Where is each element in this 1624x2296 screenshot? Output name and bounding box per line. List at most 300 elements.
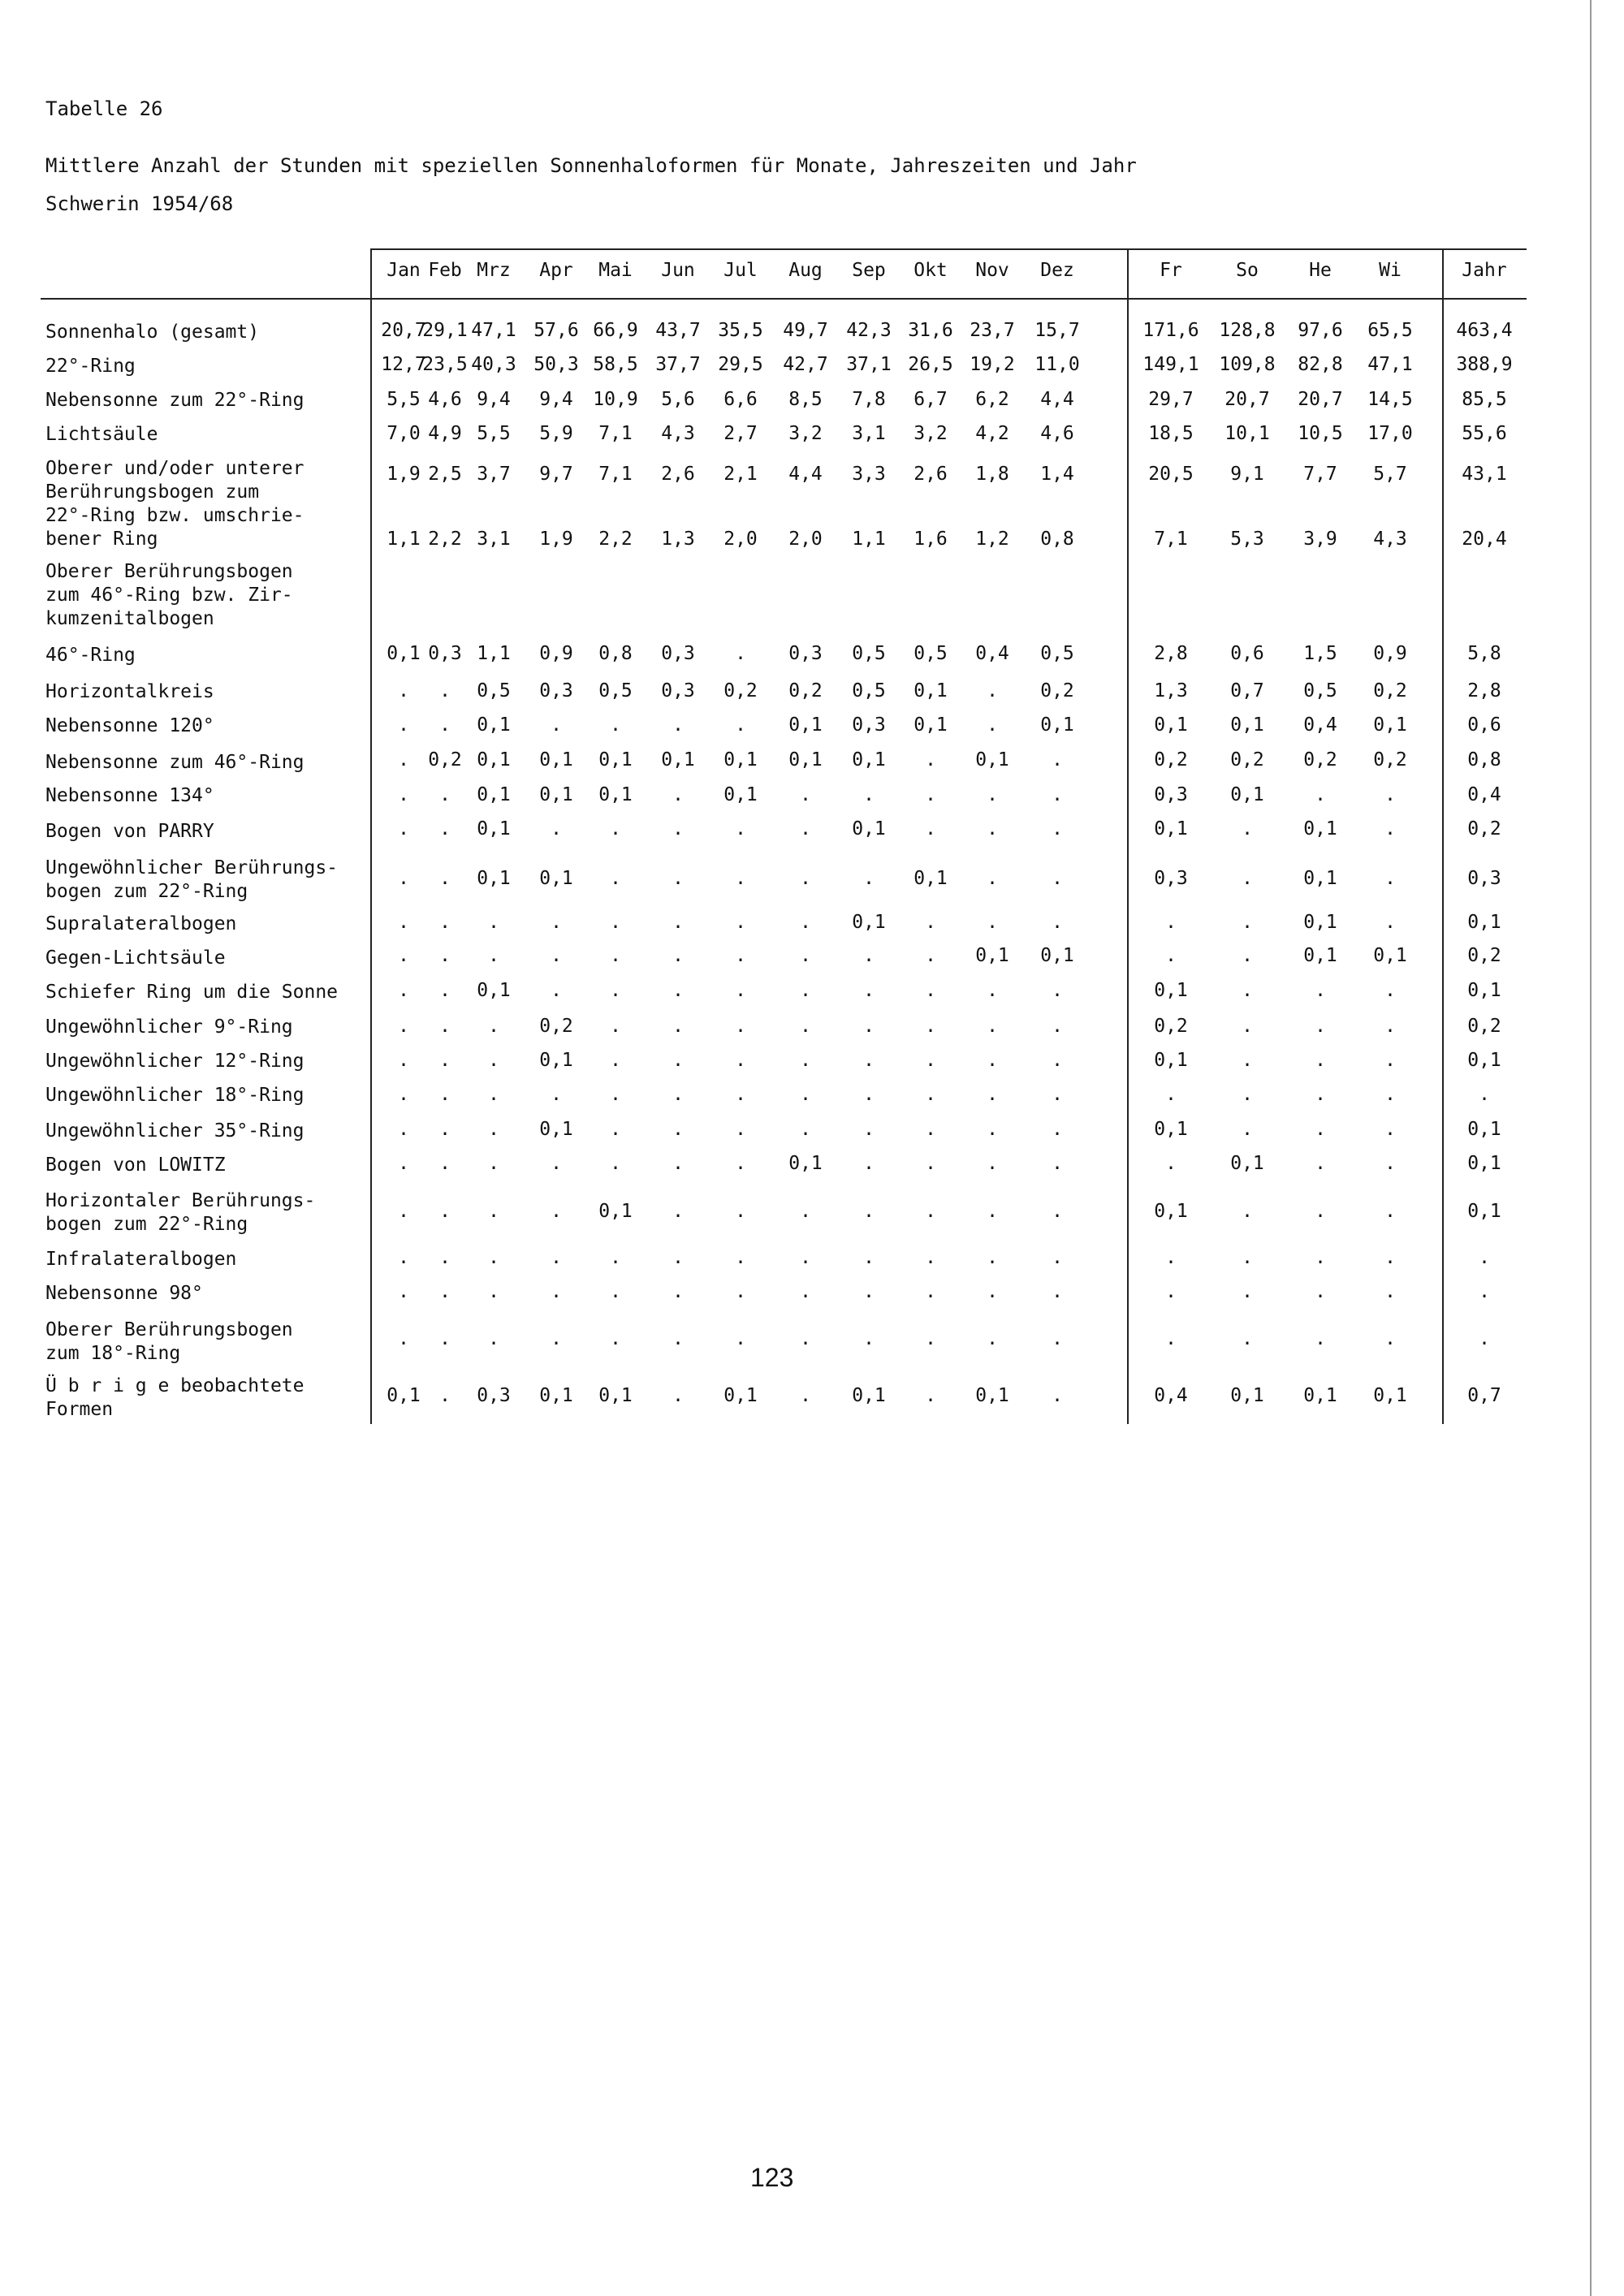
table-cell: . <box>398 714 409 736</box>
table-cell: . <box>863 945 875 966</box>
table-cell: 2,8 <box>1467 680 1501 701</box>
table-cell: 65,5 <box>1367 320 1413 341</box>
column-header-he: He <box>1309 260 1332 281</box>
table-cell: . <box>1384 868 1396 889</box>
table-cell: . <box>1052 1385 1063 1406</box>
table-cell: 0,2 <box>1373 749 1407 770</box>
table-cell: 5,5 <box>477 423 511 444</box>
row-label <box>45 947 226 970</box>
table-cell: . <box>735 1119 746 1140</box>
table-cell: . <box>800 1016 811 1037</box>
table-cell: . <box>1165 1328 1177 1349</box>
table-cell: . <box>925 1201 936 1222</box>
table-cell: . <box>925 1328 936 1349</box>
table-cell: . <box>800 784 811 805</box>
table-cell: . <box>672 868 684 889</box>
table-cell: . <box>1052 1084 1063 1105</box>
table-cell: . <box>1165 1247 1177 1268</box>
table-cell: . <box>1242 1084 1253 1105</box>
table-cell: 109,8 <box>1219 354 1276 375</box>
table-cell: 0,3 <box>788 643 823 664</box>
table-cell: . <box>610 1119 621 1140</box>
table-cell: 0,1 <box>975 1385 1009 1406</box>
table-cell: . <box>925 1050 936 1071</box>
table-cell: 1,1 <box>477 643 511 664</box>
column-header-aug: Aug <box>788 260 823 281</box>
table-cell: . <box>398 1328 409 1349</box>
table-cell: 3,1 <box>852 423 886 444</box>
table-cell: . <box>610 1153 621 1174</box>
table-cell: 0,1 <box>387 643 421 664</box>
table-cell: . <box>398 980 409 1001</box>
table-cell: . <box>1384 784 1396 805</box>
row-label <box>45 784 214 808</box>
table-cell: . <box>1384 1050 1396 1071</box>
row-label-line: Supralateralbogen <box>45 913 237 934</box>
table-cell: . <box>551 1153 562 1174</box>
table-cell: 0,2 <box>539 1016 573 1037</box>
table-cell: 66,9 <box>593 320 638 341</box>
table-cell: 10,9 <box>593 389 638 410</box>
row-label <box>45 1154 226 1177</box>
table-cell: . <box>735 1084 746 1105</box>
year-column-divider <box>1442 248 1444 1424</box>
row-label-line: Lichtsäule <box>45 424 158 445</box>
table-cell: 0,1 <box>914 868 948 889</box>
table-cell: 42,3 <box>846 320 892 341</box>
table-cell: . <box>551 1247 562 1268</box>
table-cell: . <box>672 1247 684 1268</box>
table-cell: 5,9 <box>539 423 573 444</box>
table-cell: . <box>398 912 409 933</box>
table-cell: 0,1 <box>477 714 511 736</box>
table-cell: . <box>398 1153 409 1174</box>
table-cell: . <box>1315 1153 1326 1174</box>
table-cell: . <box>398 680 409 701</box>
row-label-line: bener Ring <box>45 529 158 550</box>
table-cell: . <box>610 912 621 933</box>
table-cell: 2,2 <box>598 529 633 550</box>
table-cell: . <box>488 1247 499 1268</box>
table-cell: . <box>987 1050 998 1071</box>
row-label <box>45 1318 293 1366</box>
table-cell: . <box>1052 1050 1063 1071</box>
row-label-line: Ungewöhnlicher 12°-Ring <box>45 1051 304 1072</box>
table-cell: . <box>1052 1016 1063 1037</box>
table-cell: 37,7 <box>655 354 701 375</box>
table-cell: 0,1 <box>387 1385 421 1406</box>
table-cell: 58,5 <box>593 354 638 375</box>
table-cell: 0,4 <box>1467 784 1501 805</box>
table-cell: 0,5 <box>1040 643 1074 664</box>
table-cell: 0,5 <box>852 643 886 664</box>
table-cell: 29,7 <box>1148 389 1194 410</box>
table-cell: 82,8 <box>1298 354 1343 375</box>
column-header-fr: Fr <box>1160 260 1182 281</box>
table-cell: . <box>672 714 684 736</box>
table-cell: . <box>735 1247 746 1268</box>
row-label <box>45 913 236 936</box>
table-cell: . <box>1384 1247 1396 1268</box>
table-cell: . <box>439 945 451 966</box>
table-cell: . <box>735 1016 746 1037</box>
table-cell: 0,8 <box>1040 529 1074 550</box>
row-label-line: Infralateralbogen <box>45 1249 237 1270</box>
table-cell: 0,1 <box>852 818 886 839</box>
row-label <box>45 1375 304 1422</box>
table-cell: . <box>488 1201 499 1222</box>
table-cell: . <box>800 945 811 966</box>
table-cell: . <box>398 818 409 839</box>
table-cell: 5,8 <box>1467 643 1501 664</box>
table-cell: . <box>439 1328 451 1349</box>
table-cell: . <box>800 1281 811 1302</box>
table-cell: 15,7 <box>1034 320 1080 341</box>
table-cell: 128,8 <box>1219 320 1276 341</box>
table-cell: 0,3 <box>428 643 462 664</box>
table-cell: . <box>925 945 936 966</box>
table-cell: . <box>672 912 684 933</box>
table-cell: 20,7 <box>381 320 426 341</box>
column-header-wi: Wi <box>1379 260 1402 281</box>
table-cell: . <box>439 714 451 736</box>
header-bottom-rule <box>41 298 1527 300</box>
table-cell: 0,1 <box>539 1385 573 1406</box>
table-cell: 0,3 <box>477 1385 511 1406</box>
table-cell: . <box>398 749 409 770</box>
row-label <box>45 981 338 1004</box>
table-cell: 0,9 <box>539 643 573 664</box>
table-cell: 6,6 <box>723 389 758 410</box>
table-cell: 149,1 <box>1142 354 1199 375</box>
table-cell: 47,1 <box>471 320 516 341</box>
table-cell: 4,4 <box>788 464 823 485</box>
table-cell: 3,9 <box>1303 529 1337 550</box>
table-cell: . <box>1242 1201 1253 1222</box>
table-cell: 6,2 <box>975 389 1009 410</box>
table-cell: . <box>800 1247 811 1268</box>
table-cell: . <box>735 1050 746 1071</box>
table-cell: 0,1 <box>788 749 823 770</box>
table-cell: 0,9 <box>1373 643 1407 664</box>
table-cell: 7,1 <box>598 423 633 444</box>
table-cell: 1,6 <box>914 529 948 550</box>
table-cell: 0,8 <box>598 643 633 664</box>
table-cell: . <box>1384 912 1396 933</box>
row-label-line: Berührungsbogen zum <box>45 481 260 503</box>
table-cell: . <box>672 1119 684 1140</box>
row-label-line: bogen zum 22°-Ring <box>45 881 248 902</box>
table-cell: . <box>551 912 562 933</box>
table-cell: . <box>439 784 451 805</box>
table-cell: 9,4 <box>539 389 573 410</box>
table-cell: 0,1 <box>1303 818 1337 839</box>
table-cell: . <box>488 1084 499 1105</box>
table-cell: . <box>735 643 746 664</box>
table-cell: . <box>735 818 746 839</box>
table-cell: 0,1 <box>1040 714 1074 736</box>
table-cell: . <box>1242 818 1253 839</box>
table-cell: 9,7 <box>539 464 573 485</box>
table-cell: . <box>1242 1281 1253 1302</box>
table-cell: . <box>1384 1016 1396 1037</box>
table-cell: . <box>1052 868 1063 889</box>
table-cell: . <box>987 912 998 933</box>
table-cell: . <box>925 749 936 770</box>
table-cell: . <box>1384 818 1396 839</box>
table-cell: . <box>1242 1016 1253 1037</box>
table-cell: . <box>925 1084 936 1105</box>
table-cell: . <box>610 1247 621 1268</box>
table-cell: . <box>1315 1247 1326 1268</box>
table-cell: 7,1 <box>1154 529 1188 550</box>
row-label-line: kumzenitalbogen <box>45 608 214 629</box>
table-cell: . <box>1384 1119 1396 1140</box>
table-cell: . <box>863 1201 875 1222</box>
table-cell: 0,1 <box>1467 1201 1501 1222</box>
header-top-rule <box>370 248 1527 250</box>
table-cell: 0,1 <box>1373 945 1407 966</box>
table-cell: . <box>987 680 998 701</box>
table-cell: 0,3 <box>852 714 886 736</box>
table-cell: . <box>1052 1328 1063 1349</box>
table-cell: 0,1 <box>539 1119 573 1140</box>
column-header-okt: Okt <box>914 260 948 281</box>
table-cell: . <box>672 784 684 805</box>
table-cell: 0,1 <box>723 1385 758 1406</box>
row-label <box>45 857 338 904</box>
table-cell: . <box>1165 1084 1177 1105</box>
table-cell: 0,1 <box>539 1050 573 1071</box>
table-cell: 0,2 <box>1230 749 1264 770</box>
table-cell: . <box>863 1247 875 1268</box>
table-cell: 0,1 <box>539 749 573 770</box>
table-cell: . <box>1052 912 1063 933</box>
table-cell: . <box>800 868 811 889</box>
table-cell: . <box>1242 868 1253 889</box>
table-cell: . <box>987 784 998 805</box>
table-cell: . <box>800 1050 811 1071</box>
table-cell: . <box>1479 1328 1490 1349</box>
table-cell: . <box>398 1016 409 1037</box>
table-cell: . <box>398 945 409 966</box>
table-cell: 0,4 <box>1303 714 1337 736</box>
table-cell: 0,1 <box>1303 868 1337 889</box>
table-cell: . <box>439 912 451 933</box>
column-header-nov: Nov <box>975 260 1009 281</box>
table-cell: . <box>1384 1281 1396 1302</box>
table-cell: . <box>863 1016 875 1037</box>
table-cell: 10,5 <box>1298 423 1343 444</box>
table-cell: 0,1 <box>1467 912 1501 933</box>
table-cell: 0,1 <box>1230 714 1264 736</box>
table-cell: 0,1 <box>1373 1385 1407 1406</box>
table-cell: 0,2 <box>723 680 758 701</box>
table-cell: . <box>1242 980 1253 1001</box>
table-cell: 23,5 <box>422 354 468 375</box>
table-cell: . <box>610 868 621 889</box>
table-cell: 40,3 <box>471 354 516 375</box>
table-cell: 4,6 <box>428 389 462 410</box>
table-cell: . <box>488 1328 499 1349</box>
table-cell: 0,1 <box>788 714 823 736</box>
table-cell: 50,3 <box>533 354 579 375</box>
row-label <box>45 1050 304 1073</box>
table-cell: . <box>735 945 746 966</box>
table-cell: . <box>439 680 451 701</box>
row-label <box>45 1282 203 1306</box>
table-cell: 0,4 <box>975 643 1009 664</box>
row-label <box>45 457 304 551</box>
table-cell: . <box>610 818 621 839</box>
table-cell: 0,1 <box>477 868 511 889</box>
table-cell: 0,2 <box>1303 749 1337 770</box>
table-cell: 0,3 <box>1154 868 1188 889</box>
table-cell: . <box>1052 1119 1063 1140</box>
table-cell: . <box>1242 1119 1253 1140</box>
table-cell: 0,2 <box>1373 680 1407 701</box>
row-label <box>45 751 304 775</box>
table-cell: . <box>1315 784 1326 805</box>
table-cell: 0,1 <box>975 749 1009 770</box>
row-label <box>45 820 214 844</box>
column-header-sep: Sep <box>852 260 886 281</box>
table-cell: 0,1 <box>723 749 758 770</box>
table-cell: . <box>1384 980 1396 1001</box>
table-cell: . <box>439 1385 451 1406</box>
table-description: Mittlere Anzahl der Stunden mit speziellen Sonnenhaloformen für Monate, Jahreszeiten und Jahr <box>45 154 1137 177</box>
table-cell: . <box>551 1084 562 1105</box>
table-cell: 0,1 <box>1154 980 1188 1001</box>
table-cell: 3,2 <box>788 423 823 444</box>
table-cell: 2,1 <box>723 464 758 485</box>
table-cell: . <box>987 714 998 736</box>
table-cell: . <box>1242 1328 1253 1349</box>
table-cell: . <box>925 1247 936 1268</box>
row-label-line: Nebensonne zum 22°-Ring <box>45 390 304 411</box>
row-label <box>45 355 136 378</box>
table-cell: . <box>610 714 621 736</box>
table-cell: . <box>1315 1050 1326 1071</box>
table-cell: . <box>488 912 499 933</box>
table-cell: . <box>398 868 409 889</box>
label-column-divider <box>370 248 372 1424</box>
table-cell: . <box>1052 1153 1063 1174</box>
table-cell: . <box>439 1281 451 1302</box>
table-cell: . <box>1052 818 1063 839</box>
table-cell: 0,1 <box>1040 945 1074 966</box>
table-cell: . <box>398 1281 409 1302</box>
row-label-line: Sonnenhalo (gesamt) <box>45 322 260 343</box>
table-cell: 0,1 <box>852 1385 886 1406</box>
table-cell: 5,5 <box>387 389 421 410</box>
table-cell: 11,0 <box>1034 354 1080 375</box>
table-cell: 3,1 <box>477 529 511 550</box>
table-cell: 9,4 <box>477 389 511 410</box>
table-cell: . <box>1242 945 1253 966</box>
table-cell: . <box>800 1119 811 1140</box>
row-label-line: Horizontalkreis <box>45 681 214 702</box>
table-cell: . <box>398 1084 409 1105</box>
table-cell: 4,2 <box>975 423 1009 444</box>
table-cell: . <box>863 784 875 805</box>
table-cell: . <box>610 1084 621 1105</box>
table-cell: 1,3 <box>661 529 695 550</box>
table-cell: 0,5 <box>914 643 948 664</box>
table-cell: . <box>1052 1247 1063 1268</box>
table-cell: 43,1 <box>1462 464 1507 485</box>
table-cell: . <box>439 1201 451 1222</box>
table-cell: 3,7 <box>477 464 511 485</box>
table-cell: . <box>439 818 451 839</box>
page-number: 123 <box>750 2163 794 2192</box>
season-column-divider <box>1127 248 1129 1424</box>
table-cell: . <box>439 1050 451 1071</box>
table-cell: . <box>735 1281 746 1302</box>
table-cell: 55,6 <box>1462 423 1507 444</box>
table-cell: . <box>925 1385 936 1406</box>
table-cell: . <box>398 784 409 805</box>
table-cell: 0,1 <box>914 680 948 701</box>
table-cell: 0,1 <box>975 945 1009 966</box>
table-cell: 0,1 <box>477 818 511 839</box>
table-cell: . <box>551 1328 562 1349</box>
row-label-line: Oberer und/oder unterer <box>45 458 304 479</box>
table-cell: 0,1 <box>1303 1385 1337 1406</box>
row-label-line: 22°-Ring <box>45 356 136 377</box>
table-cell: . <box>1242 912 1253 933</box>
column-header-feb: Feb <box>428 260 462 281</box>
table-cell: . <box>439 980 451 1001</box>
table-cell: 2,7 <box>723 423 758 444</box>
table-cell: . <box>551 980 562 1001</box>
table-cell: . <box>987 1153 998 1174</box>
table-cell: . <box>439 1153 451 1174</box>
table-cell: 0,7 <box>1230 680 1264 701</box>
table-cell: 10,1 <box>1224 423 1270 444</box>
table-cell: . <box>610 945 621 966</box>
table-cell: 14,5 <box>1367 389 1413 410</box>
table-cell: 0,2 <box>1467 818 1501 839</box>
table-cell: . <box>1165 1281 1177 1302</box>
table-cell: . <box>610 1016 621 1037</box>
table-cell: . <box>800 980 811 1001</box>
row-label-line: Ungewöhnlicher Berührungs- <box>45 857 339 878</box>
table-cell: 463,4 <box>1456 320 1513 341</box>
table-cell: . <box>672 1201 684 1222</box>
table-cell: 0,1 <box>477 749 511 770</box>
table-cell: . <box>551 945 562 966</box>
row-label-line: bogen zum 22°-Ring <box>45 1214 248 1235</box>
table-cell: 7,7 <box>1303 464 1337 485</box>
table-cell: 0,1 <box>1467 1050 1501 1071</box>
table-cell: 0,1 <box>539 868 573 889</box>
table-cell: . <box>1384 1084 1396 1105</box>
table-cell: . <box>398 1119 409 1140</box>
table-cell: 1,8 <box>975 464 1009 485</box>
table-cell: . <box>925 1016 936 1037</box>
table-cell: . <box>1315 1201 1326 1222</box>
column-header-jan: Jan <box>387 260 421 281</box>
row-label-line: zum 18°-Ring <box>45 1343 181 1364</box>
row-label-line: Schiefer Ring um die Sonne <box>45 982 339 1003</box>
table-cell: 388,9 <box>1456 354 1513 375</box>
table-cell: . <box>610 1281 621 1302</box>
table-cell: . <box>672 980 684 1001</box>
table-cell: 0,5 <box>1303 680 1337 701</box>
table-cell: 20,5 <box>1148 464 1194 485</box>
table-cell: 171,6 <box>1142 320 1199 341</box>
